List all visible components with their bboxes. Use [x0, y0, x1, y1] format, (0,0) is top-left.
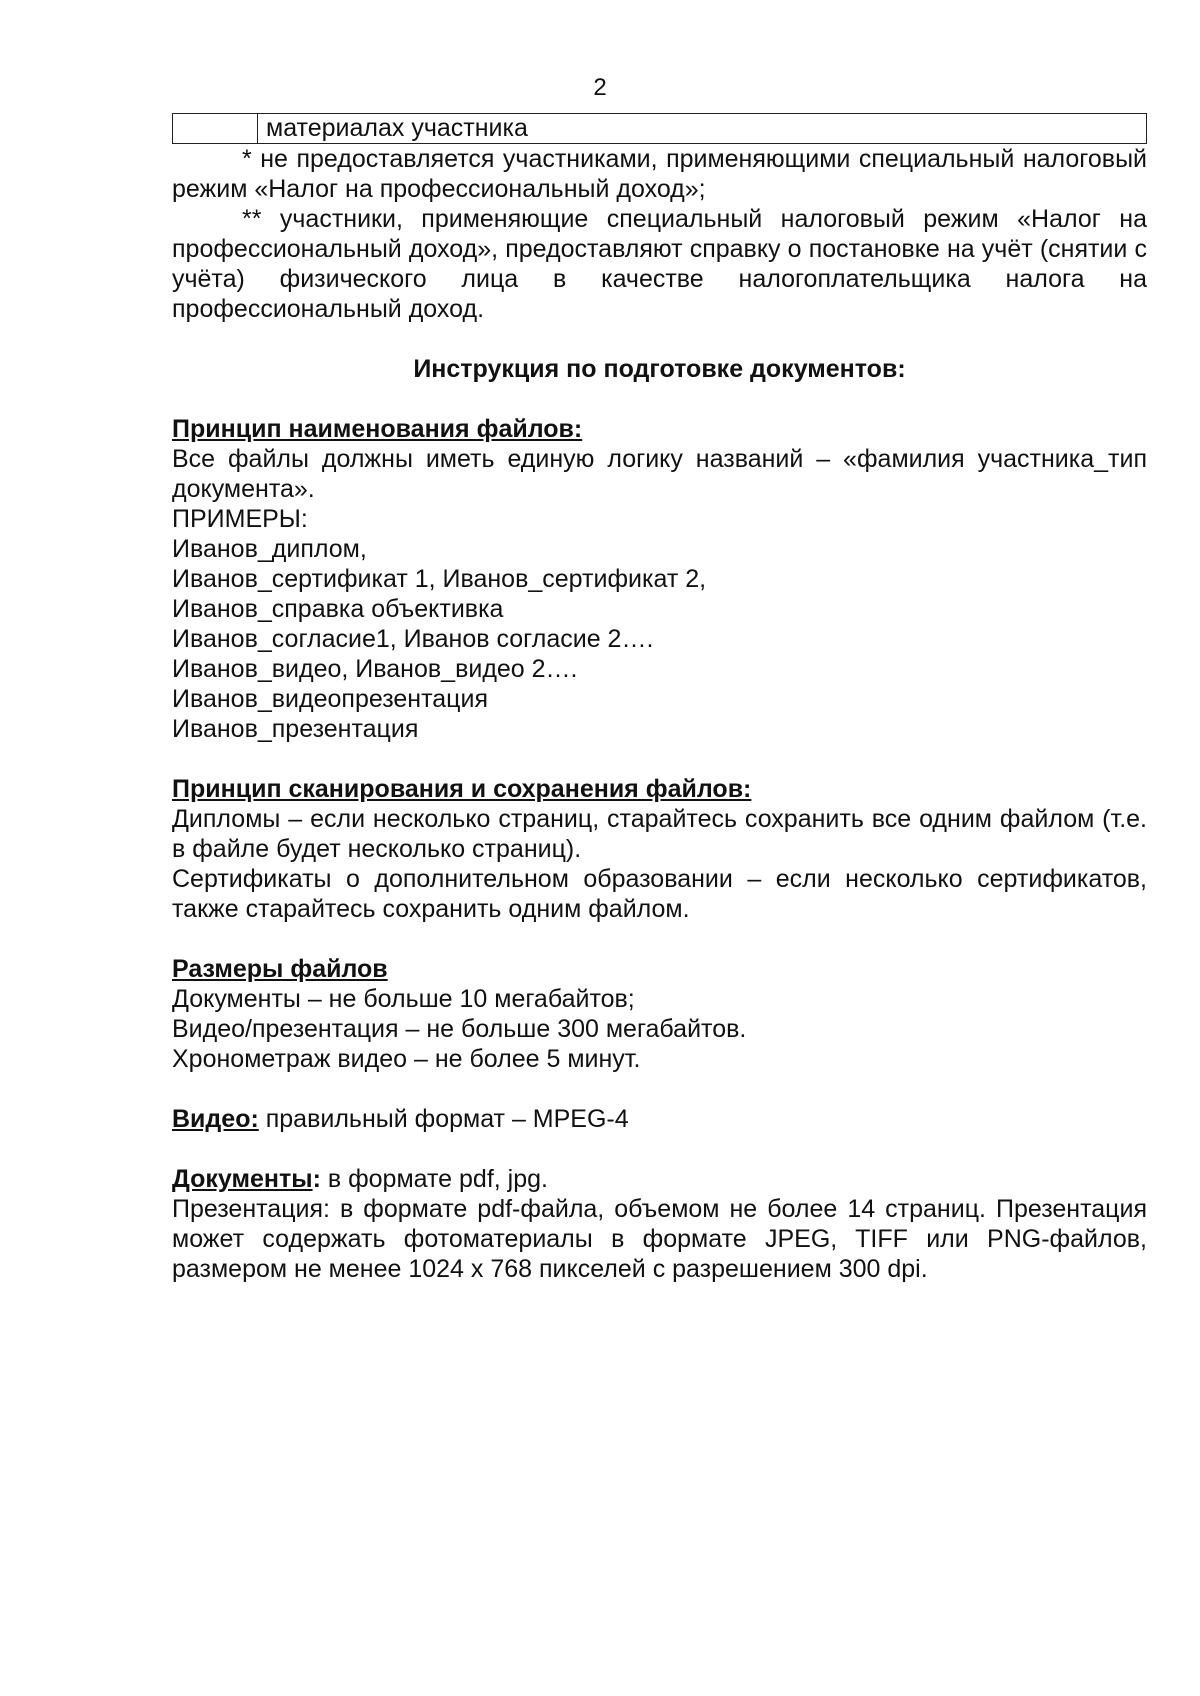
documents-heading: Документы: [172, 1165, 313, 1193]
sizes-heading: Размеры файлов: [172, 955, 388, 983]
sizes-line: Хронометраж видео – не более 5 минут.: [172, 1045, 641, 1073]
video-heading: Видео:: [172, 1105, 259, 1133]
example-item: Иванов_видеопрезентация: [172, 685, 488, 713]
examples-label: ПРИМЕРЫ:: [172, 505, 308, 533]
example-item: Иванов_сертификат 1, Иванов_сертификат 2,: [172, 565, 707, 593]
scanning-heading: Принцип сканирования и сохранения файлов:: [172, 775, 752, 803]
sizes-line: Документы – не больше 10 мегабайтов;: [172, 985, 635, 1013]
naming-heading: Принцип наименования файлов:: [172, 415, 583, 443]
spacer: [172, 1074, 1147, 1104]
documents-line: [172, 1164, 1147, 1194]
table-fragment: [172, 113, 1147, 144]
spacer: [172, 1134, 1147, 1164]
scanning-para-2: Сертификаты о дополнительном образовании – если несколько сертификатов, также старайтесь сохранить одним файлом.: [172, 865, 1147, 923]
spacer: [172, 324, 1147, 354]
naming-text: Все файлы должны иметь единую логику названий – «фамилия участника_тип документа».: [172, 445, 1147, 503]
sizes-line: Видео/презентация – не больше 300 мегабайтов.: [172, 1015, 747, 1043]
spacer: [172, 744, 1147, 774]
page-number: 2: [593, 74, 607, 101]
example-item: Иванов_согласие1, Иванов согласие 2….: [172, 625, 654, 653]
instruction-title: Инструкция по подготовке документов:: [413, 355, 906, 383]
example-item: Иванов_презентация: [172, 715, 419, 743]
example-item: Иванов_диплом,: [172, 535, 367, 563]
table-cell-text: материалах участника: [258, 114, 1147, 144]
documents-colon: :: [312, 1165, 321, 1193]
spacer: [172, 384, 1147, 414]
scanning-para-1: Дипломы – если несколько страниц, старайтесь сохранить все одним файлом (т.е. в файле будет несколько страниц).: [172, 805, 1147, 863]
documents-text: в формате pdf, jpg.: [320, 1165, 548, 1193]
page-content: [172, 113, 1147, 1284]
table-cell-empty: [173, 114, 258, 144]
table-row: [173, 114, 1147, 144]
example-item: Иванов_видео, Иванов_видео 2….: [172, 655, 578, 683]
presentation-text: Презентация: в формате pdf-файла, объемом не более 14 страниц. Презентация может содержать фотоматериалы в формате JPEG, TIFF или PNG-файлов, размером не менее 1024 х 768 пикселей с разрешением 300 dpi.: [172, 1195, 1147, 1283]
footnote-1: * не предоставляется участниками, применяющими специальный налоговый режим «Налог на профессиональный доход»;: [172, 145, 1147, 203]
video-text: правильный формат – MPEG-4: [258, 1105, 629, 1133]
example-item: Иванов_справка объективка: [172, 595, 504, 623]
footnote-2: ** участники, применяющие специальный налоговый режим «Налог на профессиональный доход», предоставляют справку о постановке на учёт (снятии с учёта) физического лица в качестве налогоплательщика налога на профессиональный доход.: [172, 205, 1147, 323]
video-line: [172, 1104, 1147, 1134]
spacer: [172, 924, 1147, 954]
